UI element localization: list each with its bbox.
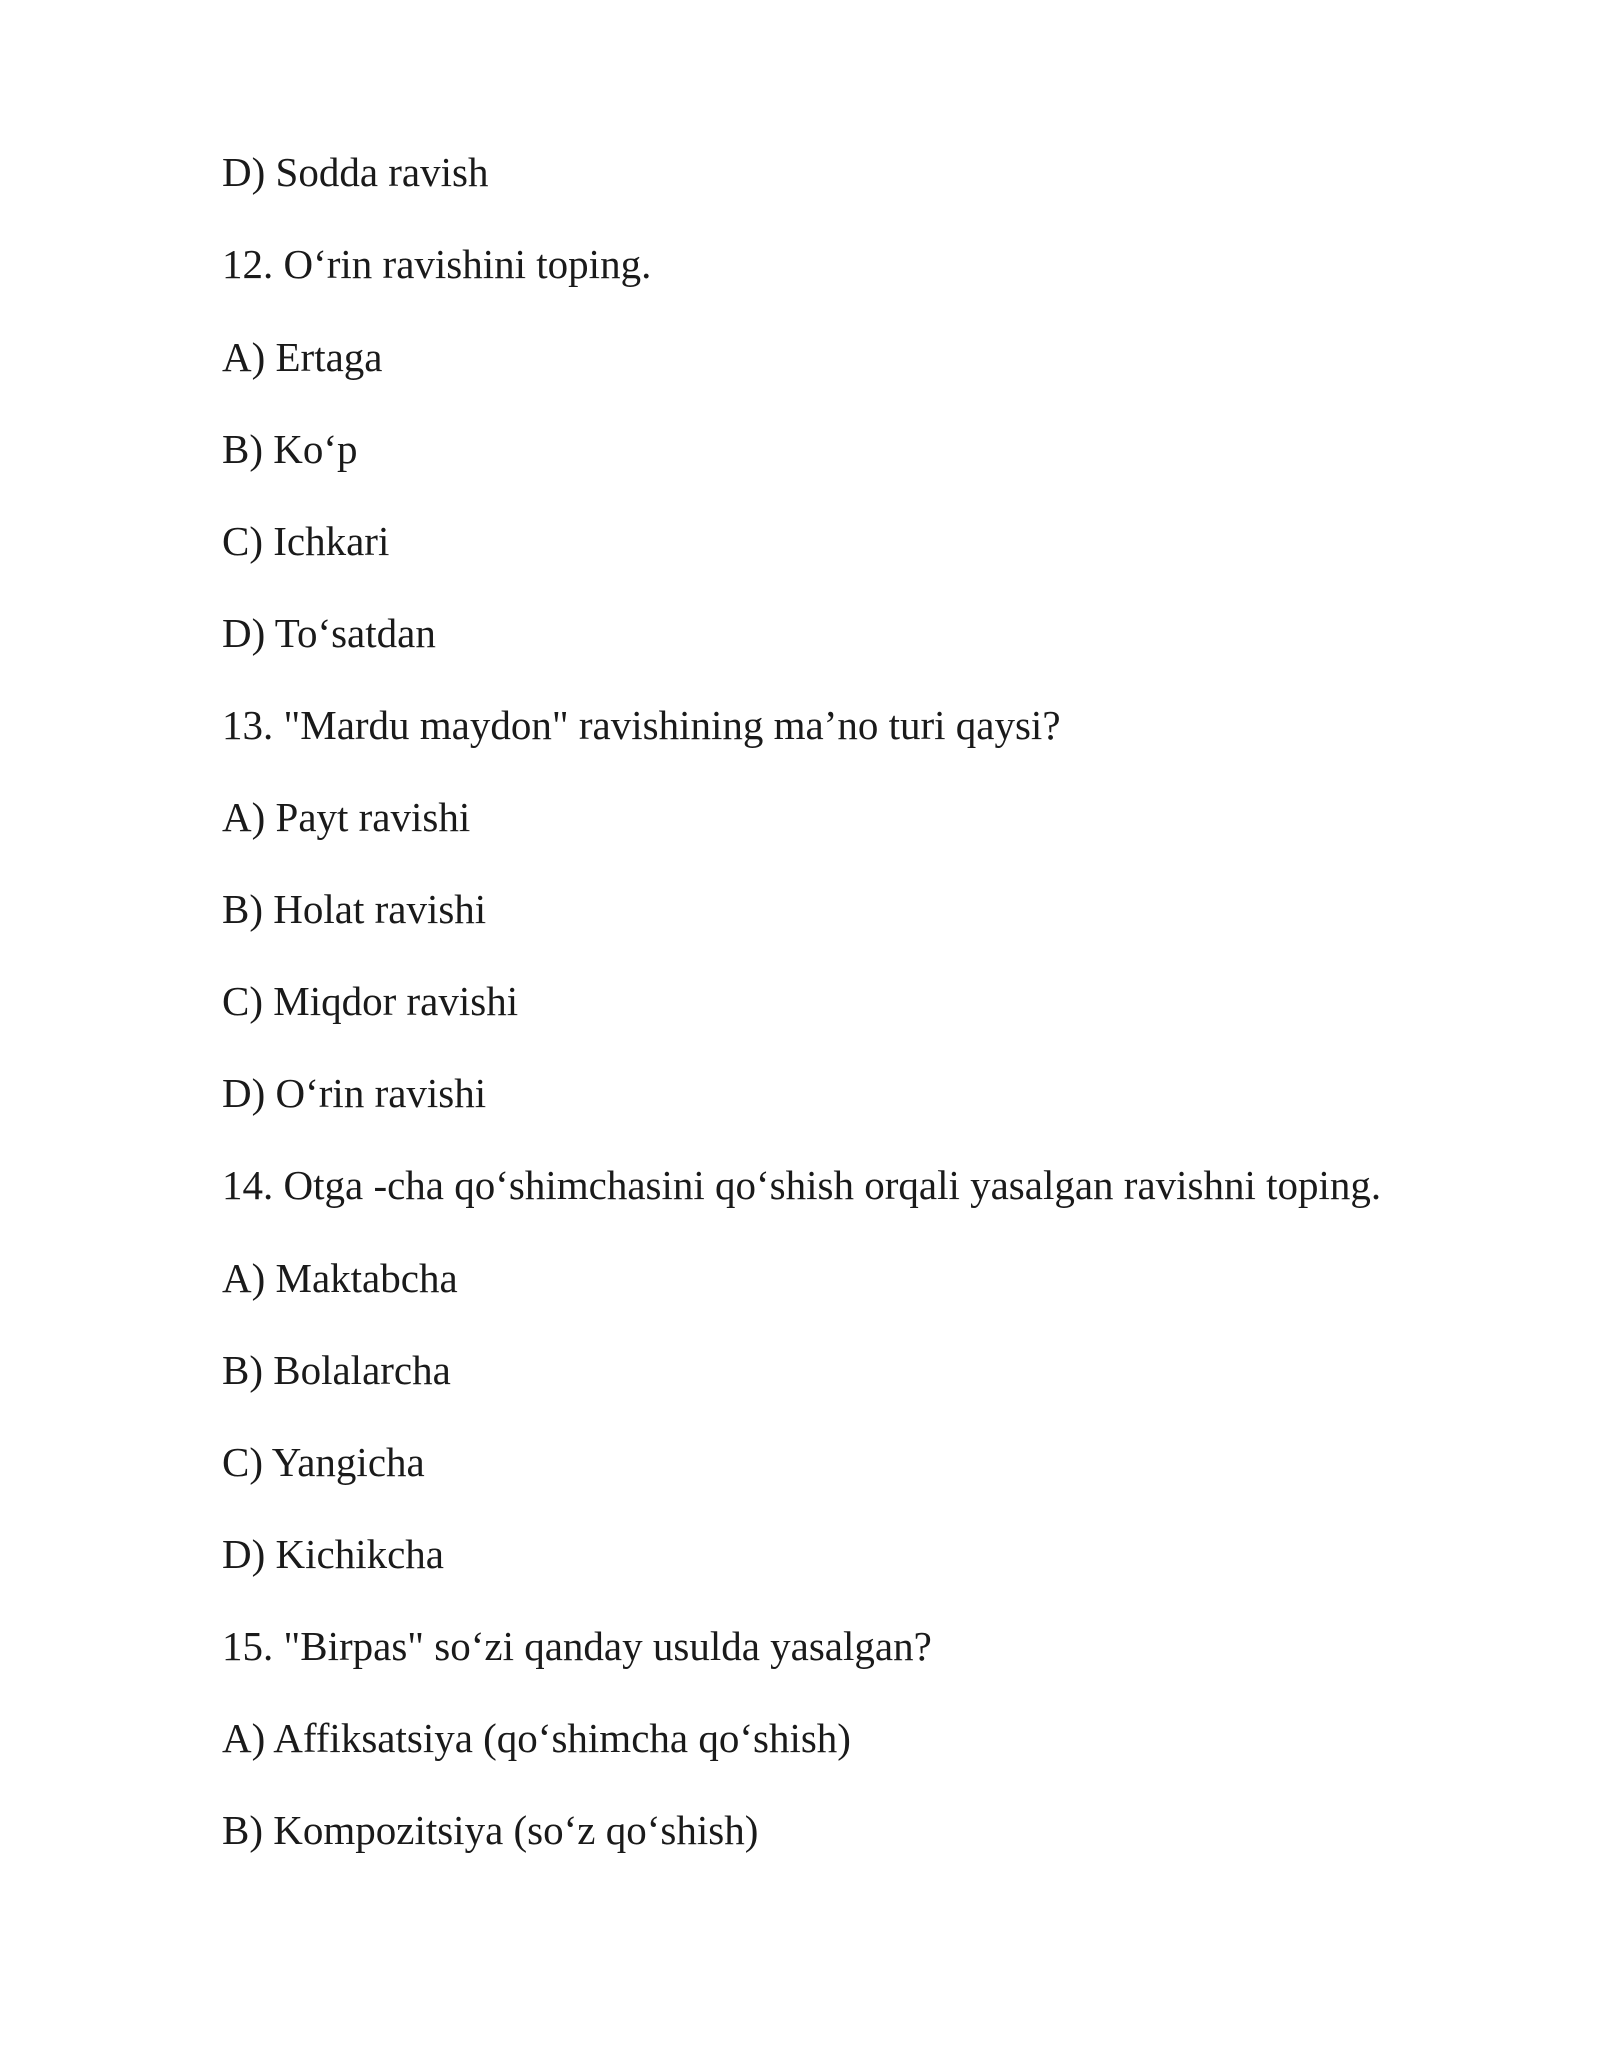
option-a-q13: A) Payt ravishi: [222, 794, 471, 840]
option-d-q14: D) Kichikcha: [222, 1531, 444, 1577]
option-c-q12: C) Ichkari: [222, 518, 390, 564]
option-a-q14: A) Maktabcha: [222, 1255, 458, 1301]
question-14: 14. Otga -cha qo‘shimchasini qo‘shish orqali yasalgan ravishni toping.: [222, 1162, 1382, 1208]
option-a-q12: A) Ertaga: [222, 334, 383, 380]
option-c-q13: C) Miqdor ravishi: [222, 978, 519, 1024]
option-b-q15: B) Kompozitsiya (so‘z qo‘shish): [222, 1807, 759, 1853]
question-12: 12. O‘rin ravishini toping.: [222, 241, 652, 287]
option-c-q14: C) Yangicha: [222, 1439, 425, 1485]
option-b-q14: B) Bolalarcha: [222, 1347, 451, 1393]
option-b-q13: B) Holat ravishi: [222, 886, 487, 932]
option-d-q12: D) To‘satdan: [222, 610, 436, 656]
option-a-q15: A) Affiksatsiya (qo‘shimcha qo‘shish): [222, 1715, 851, 1761]
question-13: 13. "Mardu maydon" ravishining ma’no turi qaysi?: [222, 702, 1061, 748]
option-d-q11: D) Sodda ravish: [222, 149, 489, 195]
option-d-q13: D) O‘rin ravishi: [222, 1070, 487, 1116]
option-b-q12: B) Ko‘p: [222, 426, 358, 472]
question-15: 15. "Birpas" so‘zi qanday usulda yasalgan?: [222, 1623, 932, 1669]
